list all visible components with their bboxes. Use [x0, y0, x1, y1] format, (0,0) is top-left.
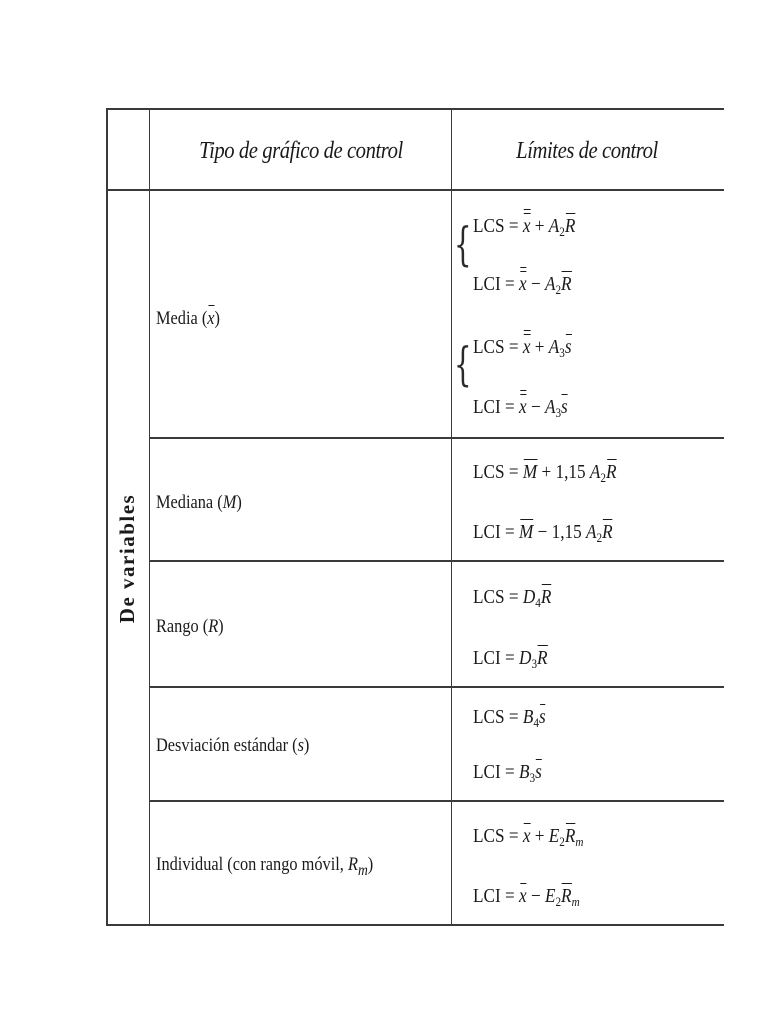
header-type-column: Tipo de gráfico de control: [199, 138, 403, 164]
row-type-mediana: Mediana (M): [156, 492, 242, 513]
row-divider-2: [150, 560, 724, 562]
row-type-rango: Rango (R): [156, 616, 224, 637]
limit-rango-lcs: LCS = $D_4R$: [473, 586, 552, 610]
limit-media-r-lcs: LCS = $x + A_2R$: [473, 215, 576, 239]
row-divider-1: [150, 437, 724, 439]
limit-individual-lci: LCI = $x - E_2R_m$: [473, 885, 580, 909]
limit-desviacion-lcs: LCS = $B_4s$: [473, 706, 546, 730]
row-type-individual: Individual (con rango móvil, $R_m$): [156, 854, 374, 879]
limit-desviacion-lci: LCI = $B_3s$: [473, 761, 542, 785]
limit-mediana-lci: LCI = M − 1,15 $A_2R$: [473, 521, 613, 545]
row-divider-4: [150, 800, 724, 802]
limit-rango-lci: LCI = $D_3R$: [473, 647, 548, 671]
limit-media-s-lcs: LCS = $x + A_3s$: [473, 336, 572, 360]
limit-media-r-lci: LCI = $x - A_2R$: [473, 273, 572, 297]
limit-individual-lcs: LCS = $x + E_2R_m$: [473, 825, 584, 849]
header-limits-column: Límites de control: [516, 138, 658, 164]
limit-media-s-lci: LCI = $x - A_3s$: [473, 396, 568, 420]
row-type-desviacion: Desviación estándar (s): [156, 735, 310, 756]
row-divider-3: [150, 686, 724, 688]
limits-column-divider: [451, 108, 452, 926]
brace-group-2: {: [454, 337, 472, 391]
table-top-border: [106, 108, 724, 110]
row-type-media: Media (x): [156, 308, 220, 329]
brace-group-1: {: [454, 217, 472, 271]
limit-mediana-lcs: LCS = M + 1,15 $A_2R$: [473, 461, 617, 485]
table-bottom-border: [106, 924, 724, 926]
side-label-cell: [106, 190, 150, 926]
control-limits-table: [106, 108, 724, 926]
header-bottom-border: [106, 189, 724, 191]
side-label: De variables: [115, 493, 140, 623]
